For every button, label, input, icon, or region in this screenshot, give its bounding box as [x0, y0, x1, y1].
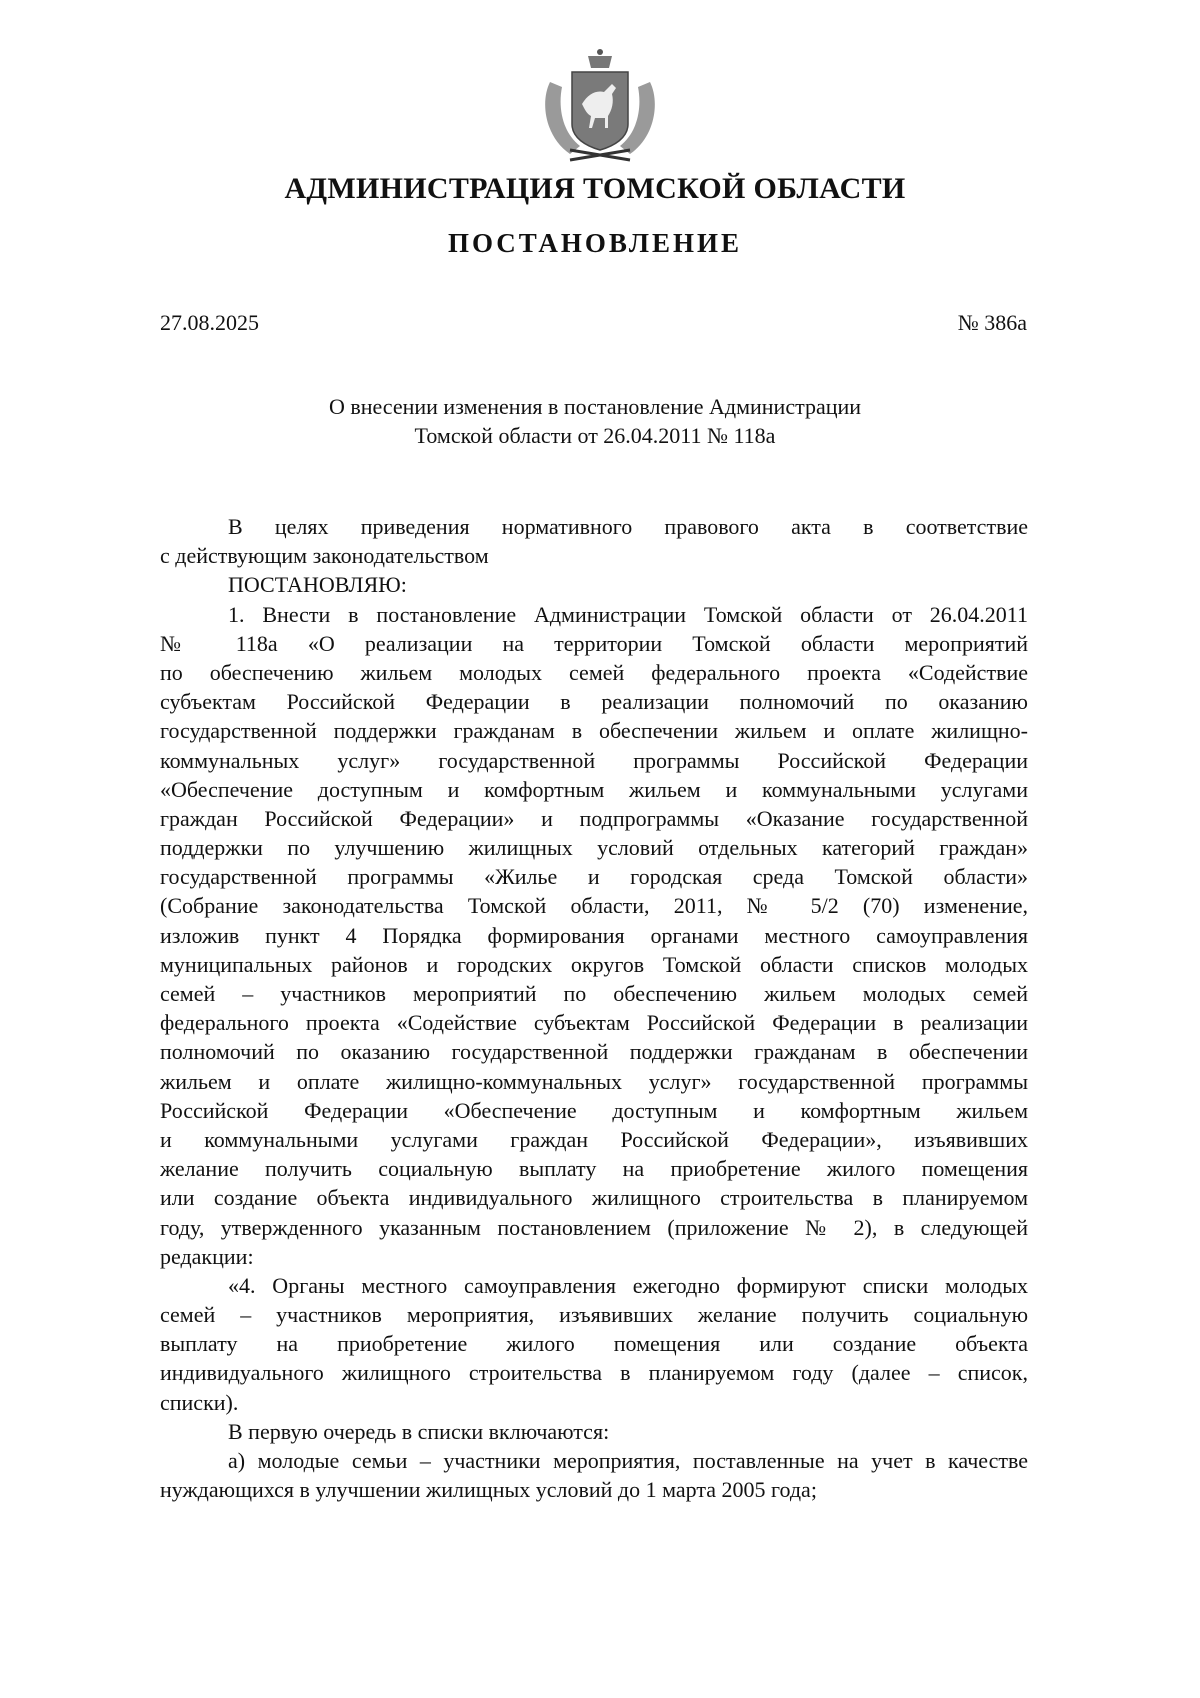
body-text-line: по обеспечению жильем молодых семей федерального проекта «Содействие	[160, 659, 1028, 685]
body-text-line: коммунальных услуг» государственной программы Российской Федерации	[160, 747, 1028, 773]
body-text-line: В целях приведения нормативного правового акта в соответствие	[228, 514, 1028, 539]
body-text-line: редакции:	[160, 1243, 254, 1269]
body-text-line: полномочий по оказанию государственной поддержки гражданам в обеспечении	[160, 1039, 1028, 1065]
body-text-line: «4. Органы местного самоуправления ежегодно формируют списки молодых	[228, 1272, 1028, 1298]
body-text-line: В первую очередь в списки включаются:	[228, 1418, 610, 1444]
body-text-line: нуждающихся в улучшении жилищных условий до 1 марта 2005 года;	[160, 1477, 817, 1503]
body-text-line: жильем и оплате жилищно-коммунальных услуг» государственной программы	[160, 1068, 1028, 1094]
subject-line: О внесении изменения в постановление Администрации	[328, 394, 862, 419]
body-text-line: желание получить социальную выплату на приобретение жилого помещения	[160, 1156, 1028, 1182]
document-subject	[0, 392, 1190, 450]
body-text-line: и коммунальными услугами граждан Российской Федерации», изъявивших	[160, 1126, 1028, 1152]
body-text-line: 1. Внести в постановление Администрации Томской области от 26.04.2011	[228, 601, 1028, 627]
body-text-line: списки).	[160, 1389, 239, 1415]
body-text-line: изложив пункт 4 Порядка формирования органами местного самоуправления	[160, 922, 1028, 948]
body-text-line: государственной поддержки гражданам в обеспечении жильем и оплате жилищно-	[160, 718, 1028, 744]
body-text-line: федерального проекта «Содействие субъектам Российской Федерации в реализации	[160, 1010, 1028, 1036]
body-text-line: семей – участников мероприятия, изъявивших желание получить социальную	[160, 1302, 1028, 1328]
body-text-line: государственной программы «Жилье и городская среда Томской области»	[160, 864, 1028, 890]
body-text-line: с действующим законодательством	[160, 543, 489, 569]
body-text-line: году, утвержденного указанным постановлением (приложение № 2), в следующей	[160, 1214, 1028, 1240]
document-number: № 386а	[957, 310, 1027, 335]
body-text-line: граждан Российской Федерации» и подпрограммы «Оказание государственной	[160, 805, 1028, 831]
document-date: 27.08.2025	[160, 310, 259, 335]
document-body	[160, 512, 1028, 1504]
body-text-line: Российской Федерации «Обеспечение доступным и комфортным жильем	[160, 1097, 1028, 1123]
body-text-line: муниципальных районов и городских округов Томской области списков молодых	[160, 951, 1028, 977]
body-text-line: выплату на приобретение жилого помещения или создание объекта	[160, 1331, 1028, 1357]
coat-of-arms-emblem	[540, 42, 660, 164]
body-text-line: индивидуального жилищного строительства в планируемом году (далее – список,	[160, 1360, 1028, 1386]
body-text-line: «Обеспечение доступным и комфортным жильем и коммунальными услугами	[160, 776, 1028, 802]
subject-line: Томской области от 26.04.2011 № 118а	[414, 423, 776, 448]
body-text-line: № 118а «О реализации на территории Томской области мероприятий	[160, 630, 1028, 656]
body-text-line: субъектам Российской Федерации в реализации полномочий по оказанию	[160, 689, 1028, 715]
body-text-line: (Собрание законодательства Томской области, 2011, № 5/2 (70) изменение,	[160, 893, 1028, 919]
body-text-line: семей – участников мероприятий по обеспечению жильем молодых семей	[160, 981, 1028, 1006]
document-type-heading: ПОСТАНОВЛЕНИЕ	[447, 228, 743, 258]
body-text-line: ПОСТАНОВЛЯЮ:	[228, 572, 407, 598]
body-text-line: поддержки по улучшению жилищных условий отдельных категорий граждан»	[160, 835, 1028, 861]
body-text-line: или создание объекта индивидуального жилищного строительства в планируемом	[160, 1185, 1028, 1211]
organization-title: АДМИНИСТРАЦИЯ ТОМСКОЙ ОБЛАСТИ	[284, 172, 906, 205]
body-text-line: а) молодые семьи – участники мероприятия, поставленные на учет в качестве	[228, 1448, 1028, 1473]
